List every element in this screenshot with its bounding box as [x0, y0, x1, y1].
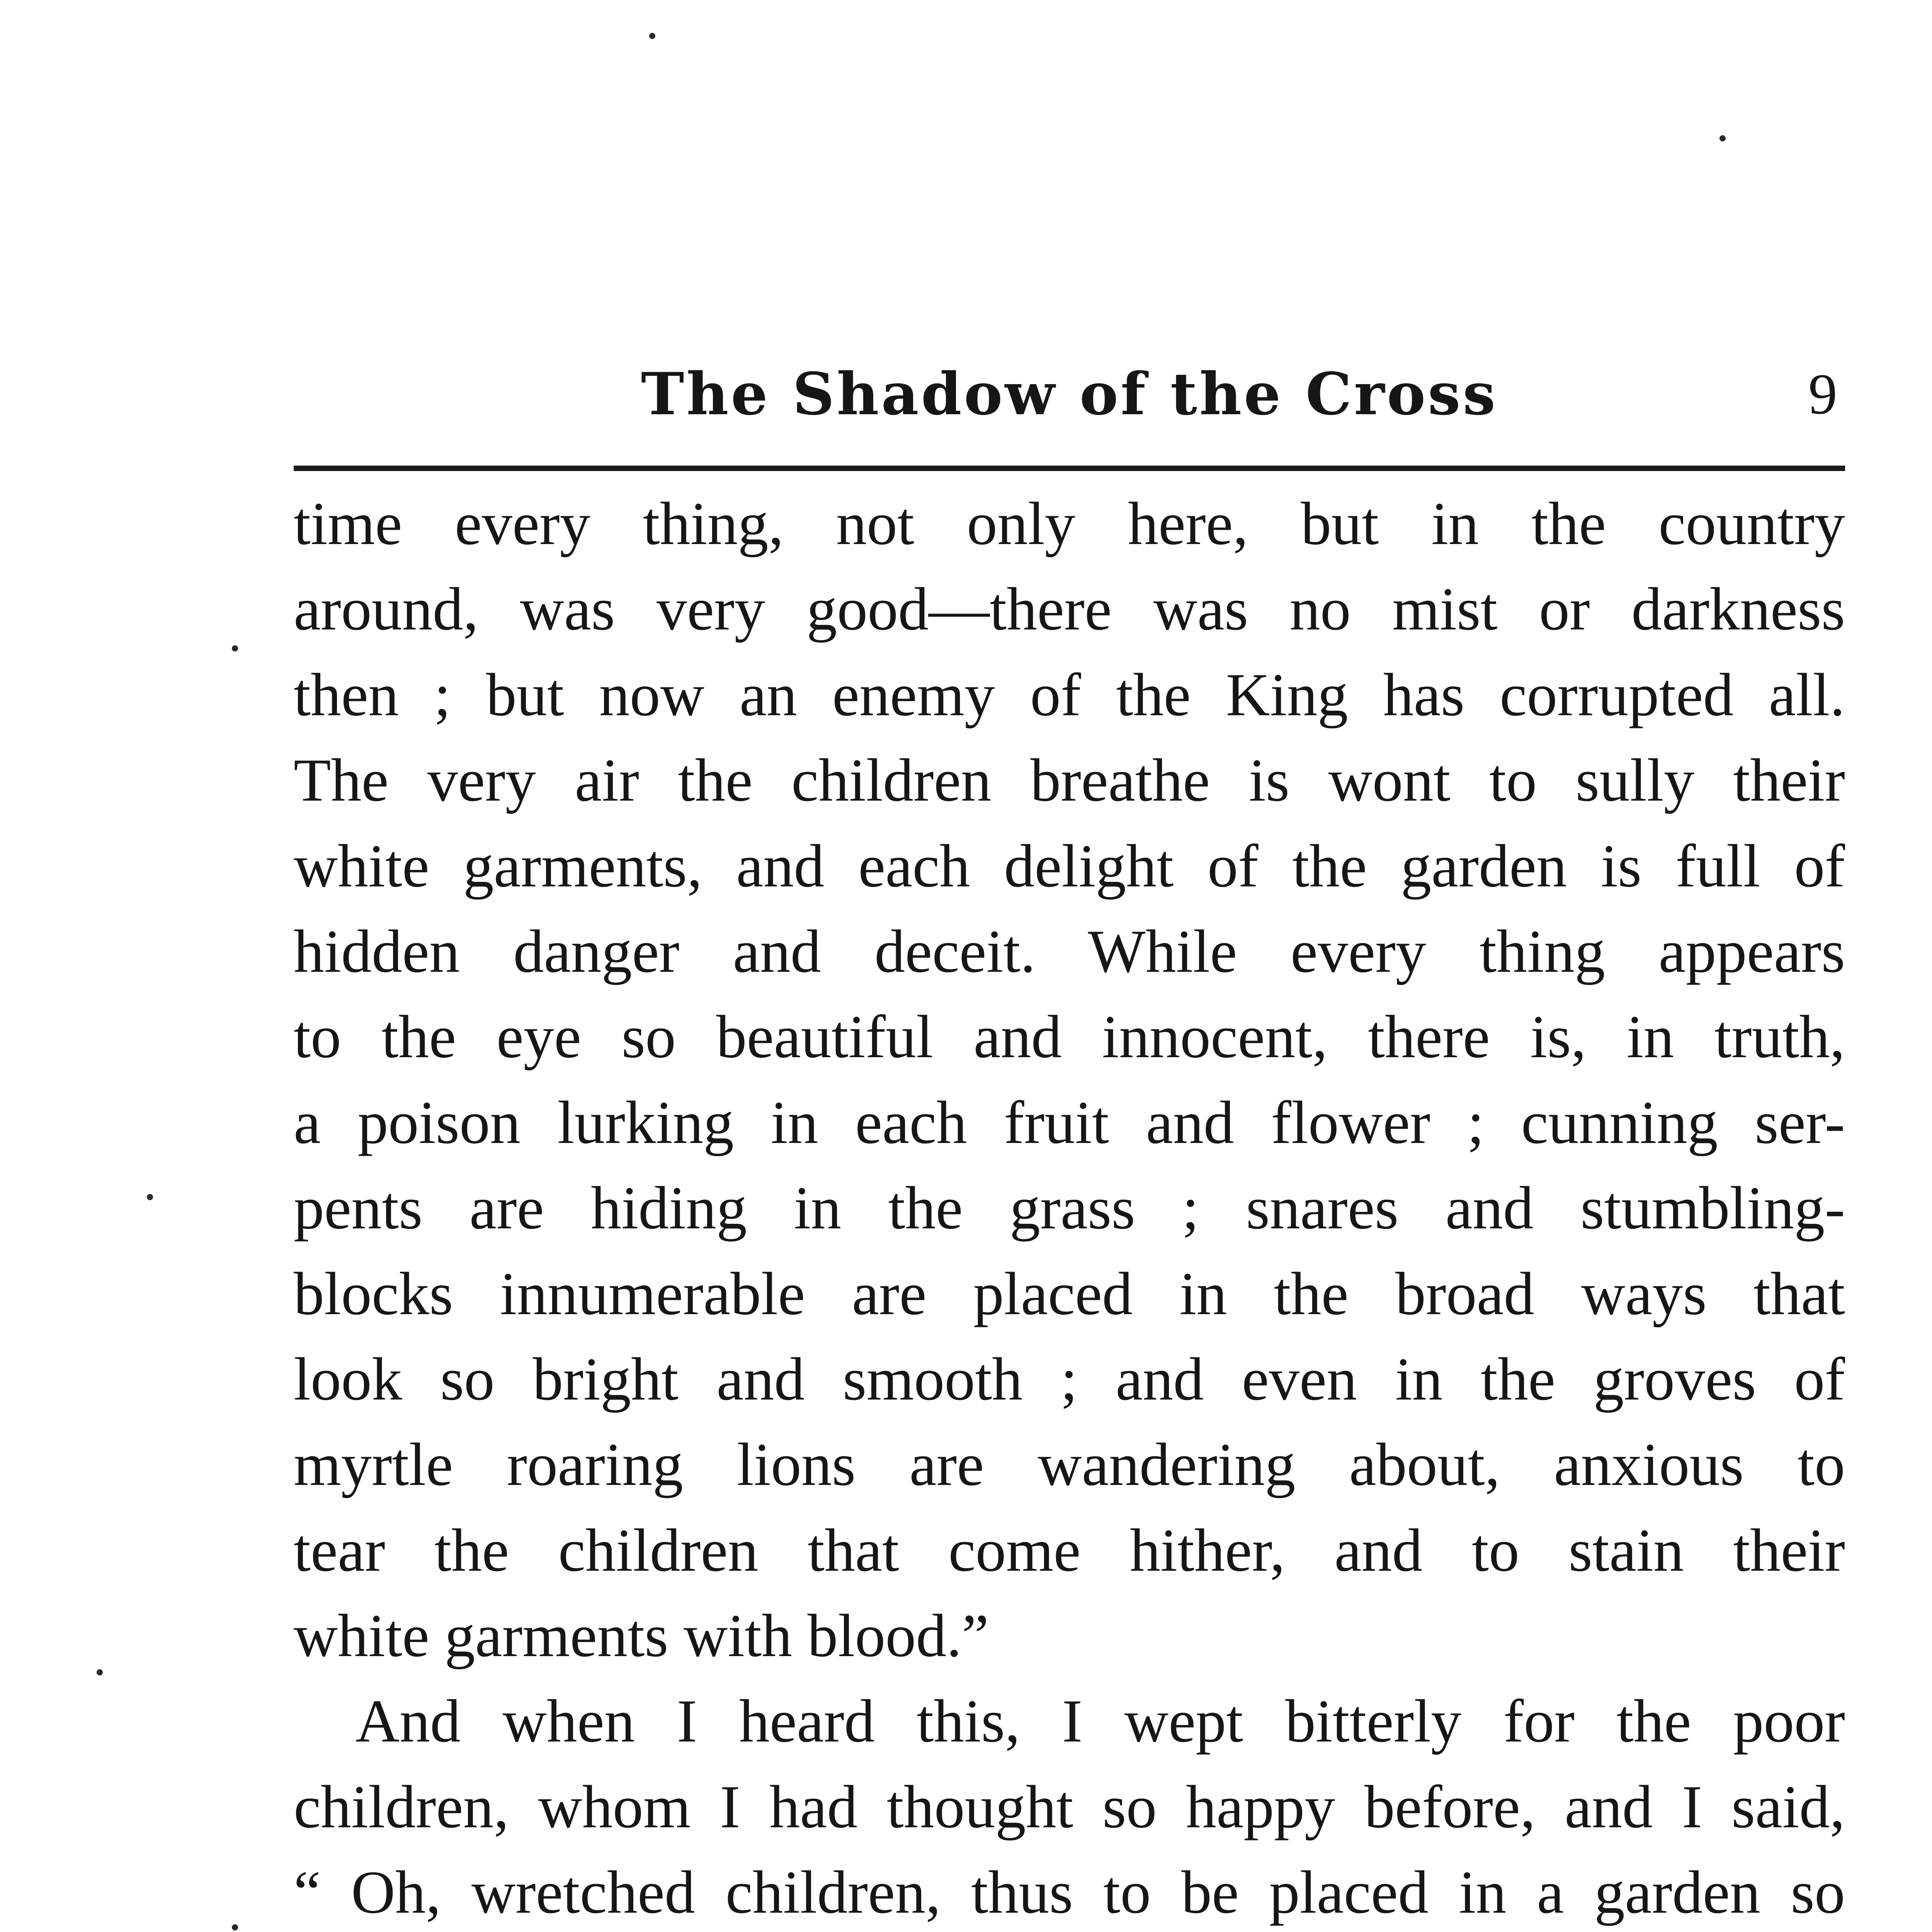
text-line: white garments, and each delight of the garden is full of: [294, 832, 1845, 900]
text-line: to the eye so beautiful and innocent, there is, in truth,: [294, 1003, 1845, 1071]
text-line: around, was very good—there was no mist or darkness: [294, 575, 1845, 643]
text-line: time every thing, not only here, but in the country: [294, 490, 1845, 558]
scan-speck: [147, 1194, 153, 1200]
text-line: pents are hiding in the grass ; snares and stumbling-: [294, 1174, 1845, 1242]
text-line: children, whom I had thought so happy before, and I said,: [294, 1773, 1845, 1841]
scan-speck: [1719, 135, 1726, 141]
body-text: [294, 481, 1845, 1932]
page-number: 9: [1808, 362, 1837, 426]
paragraph-end-line: white garments with blood.”: [294, 1602, 989, 1670]
text-line: blocks innumerable are placed in the broad ways that: [294, 1260, 1845, 1328]
scan-speck: [649, 33, 655, 39]
scan-speck: [232, 1924, 238, 1930]
running-head: [294, 355, 1845, 433]
header-rule: [294, 466, 1845, 471]
text-line: then ; but now an enemy of the King has corrupted all.: [294, 661, 1845, 729]
text-line: look so bright and smooth ; and even in the groves of: [294, 1345, 1845, 1413]
text-line: a poison lurking in each fruit and flower ; cunning ser-: [294, 1088, 1845, 1156]
text-line: myrtle roaring lions are wandering about, anxious to: [294, 1431, 1845, 1499]
running-title: The Shadow of the Cross: [641, 360, 1498, 428]
text-line: The very air the children breathe is wont to sully their: [294, 747, 1845, 815]
paragraph-start-line: And when I heard this, I wept bitterly for the poor: [355, 1687, 1845, 1755]
scan-speck: [232, 645, 238, 651]
scan-speck: [97, 1669, 103, 1675]
text-line: tear the children that come hither, and to stain their: [294, 1516, 1845, 1584]
text-line: hidden danger and deceit. While every thing appears: [294, 917, 1845, 985]
text-line: “ Oh, wretched children, thus to be placed in a garden so: [294, 1859, 1845, 1927]
